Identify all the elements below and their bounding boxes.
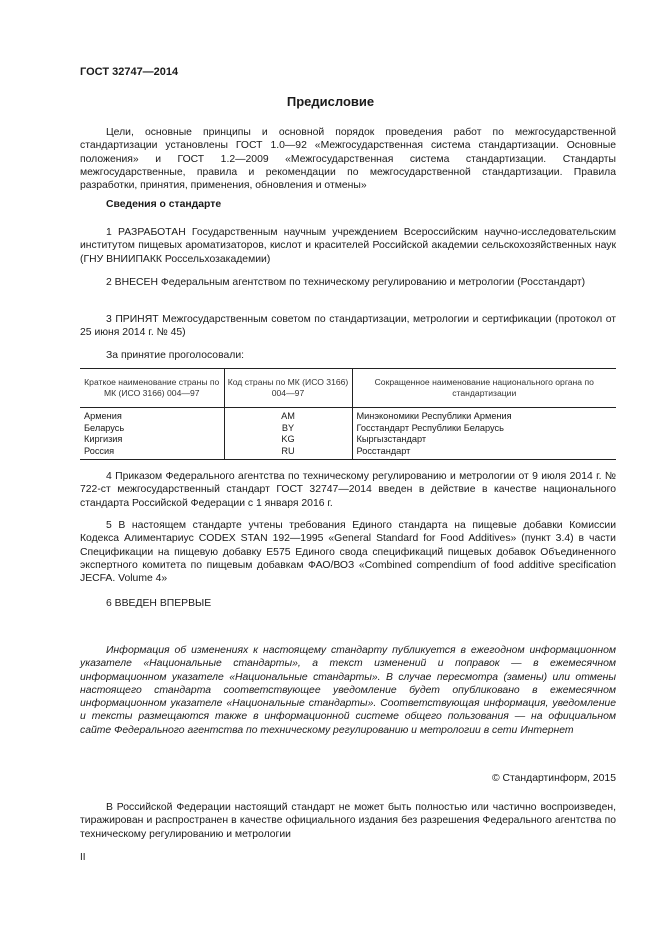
country-cell: Беларусь [80, 423, 224, 435]
body-cell: Росстандарт [352, 446, 616, 460]
section-heading: Сведения о стандарте [106, 199, 222, 210]
code-cell: RU [224, 446, 352, 460]
table-row [80, 434, 616, 446]
table-row [80, 423, 616, 435]
item-1-paragraph: 1 РАЗРАБОТАН Государственным научным учреждением Всероссийским научно-исследовательским институтом пищевых ароматизаторов, кислот и красителей Российской академии сельскохозяйственных наук (ГНУ ВНИИПАКК Россельхозакадемии) [80, 227, 616, 265]
code-cell: BY [224, 423, 352, 435]
table-row [80, 446, 616, 460]
item-2-paragraph: 2 ВНЕСЕН Федеральным агентством по техническому регулированию и метрологии (Росстандарт) [106, 277, 586, 288]
code-cell: KG [224, 434, 352, 446]
body-cell: Госстандарт Республики Беларусь [356, 422, 504, 433]
country-cell: Киргизия [80, 434, 224, 446]
vote-table [80, 368, 616, 460]
header-standards-body: Сокращенное наименование национального органа по стандартизации [352, 369, 616, 408]
country-cell: Армения [80, 408, 224, 423]
page-number: II [80, 852, 86, 863]
table-row [80, 408, 616, 423]
code-cell: AM [224, 408, 352, 423]
item-3-paragraph: 3 ПРИНЯТ Межгосударственным советом по стандартизации, метрологии и сертификации (протокол от 25 июня 2014 г. № 45) [80, 314, 616, 339]
body-cell: Минэкономики Республики Армения [356, 411, 512, 421]
reproduction-notice: В Российской Федерации настоящий стандарт не может быть полностью или частично воспроизведен, тиражирован и распространен в качестве официального издания без разрешения Федерального агентства по техническому регулированию и метрологии [80, 802, 616, 840]
copyright-notice: © Стандартинформ, 2015 [491, 773, 616, 784]
intro-paragraph: Цели, основные принципы и основной порядок проведения работ по межгосударственной стандартизации установлены ГОСТ 1.0—92 «Межгосударственная система стандартизации. Основные положения» и ГОСТ 1.2—2009 «Межгосударственная система стандартизации. Стандарты межгосударственные, правила и рекомендации по межгосударственной стандартизации. Правила разработки, принятия, применения, обновления и отмены» [80, 127, 616, 192]
vote-table-header-row [80, 369, 616, 408]
page-title: Предисловие [286, 94, 375, 109]
standard-id-header: ГОСТ 32747—2014 [80, 66, 179, 78]
item-4-paragraph: 4 Приказом Федерального агентства по техническому регулированию и метрологии от 9 июля 2014 г. № 722-ст межгосударственный стандарт ГОСТ 32747—2014 введен в действие в качестве национального стандарта Российской Федерации с 1 января 2016 г. [80, 471, 616, 509]
country-cell: Россия [80, 446, 224, 460]
header-country-code: Код страны по МК (ИСО 3166) 004—97 [224, 369, 352, 408]
header-country-name: Краткое наименование страны по МК (ИСО 3166) 004—97 [80, 369, 224, 408]
item-5-paragraph: 5 В настоящем стандарте учтены требования Единого стандарта на пищевые добавки Комиссии Кодекса Алиментариус CODEX STAN 192—1995 «General Standard for Food Additives» (пункт 3.4) в части Спецификации на пищевую добавку Е575 Единого свода спецификаций пищевых добавок Объединенного экспертного комитета по пищевым добавкам ФАО/ВОЗ «Combined compendium of food additive specification JECFA. Volume 4» [80, 520, 616, 585]
voted-label: За принятие проголосовали: [106, 350, 245, 361]
notice-paragraph: Информация об изменениях к настоящему стандарту публикуется в ежегодном информационном указателе «Национальные стандарты», а текст изменений и поправок — в ежемесячном информационном указателе «Национальные стандарты». В случае пересмотра (замены) или отмены настоящего стандарта соответствующее уведомление будет опубликовано в ежемесячном информационном указателе «Национальные стандарты». Соответствующая информация, уведомление и тексты размещаются также в информационной системе общего пользования — на официальном сайте Федерального агентства по техническому регулированию и метрологии в сети Интернет [80, 645, 616, 736]
body-cell: Кыргызстандарт [356, 434, 427, 444]
item-6-paragraph: 6 ВВЕДЕН ВПЕРВЫЕ [106, 598, 212, 609]
